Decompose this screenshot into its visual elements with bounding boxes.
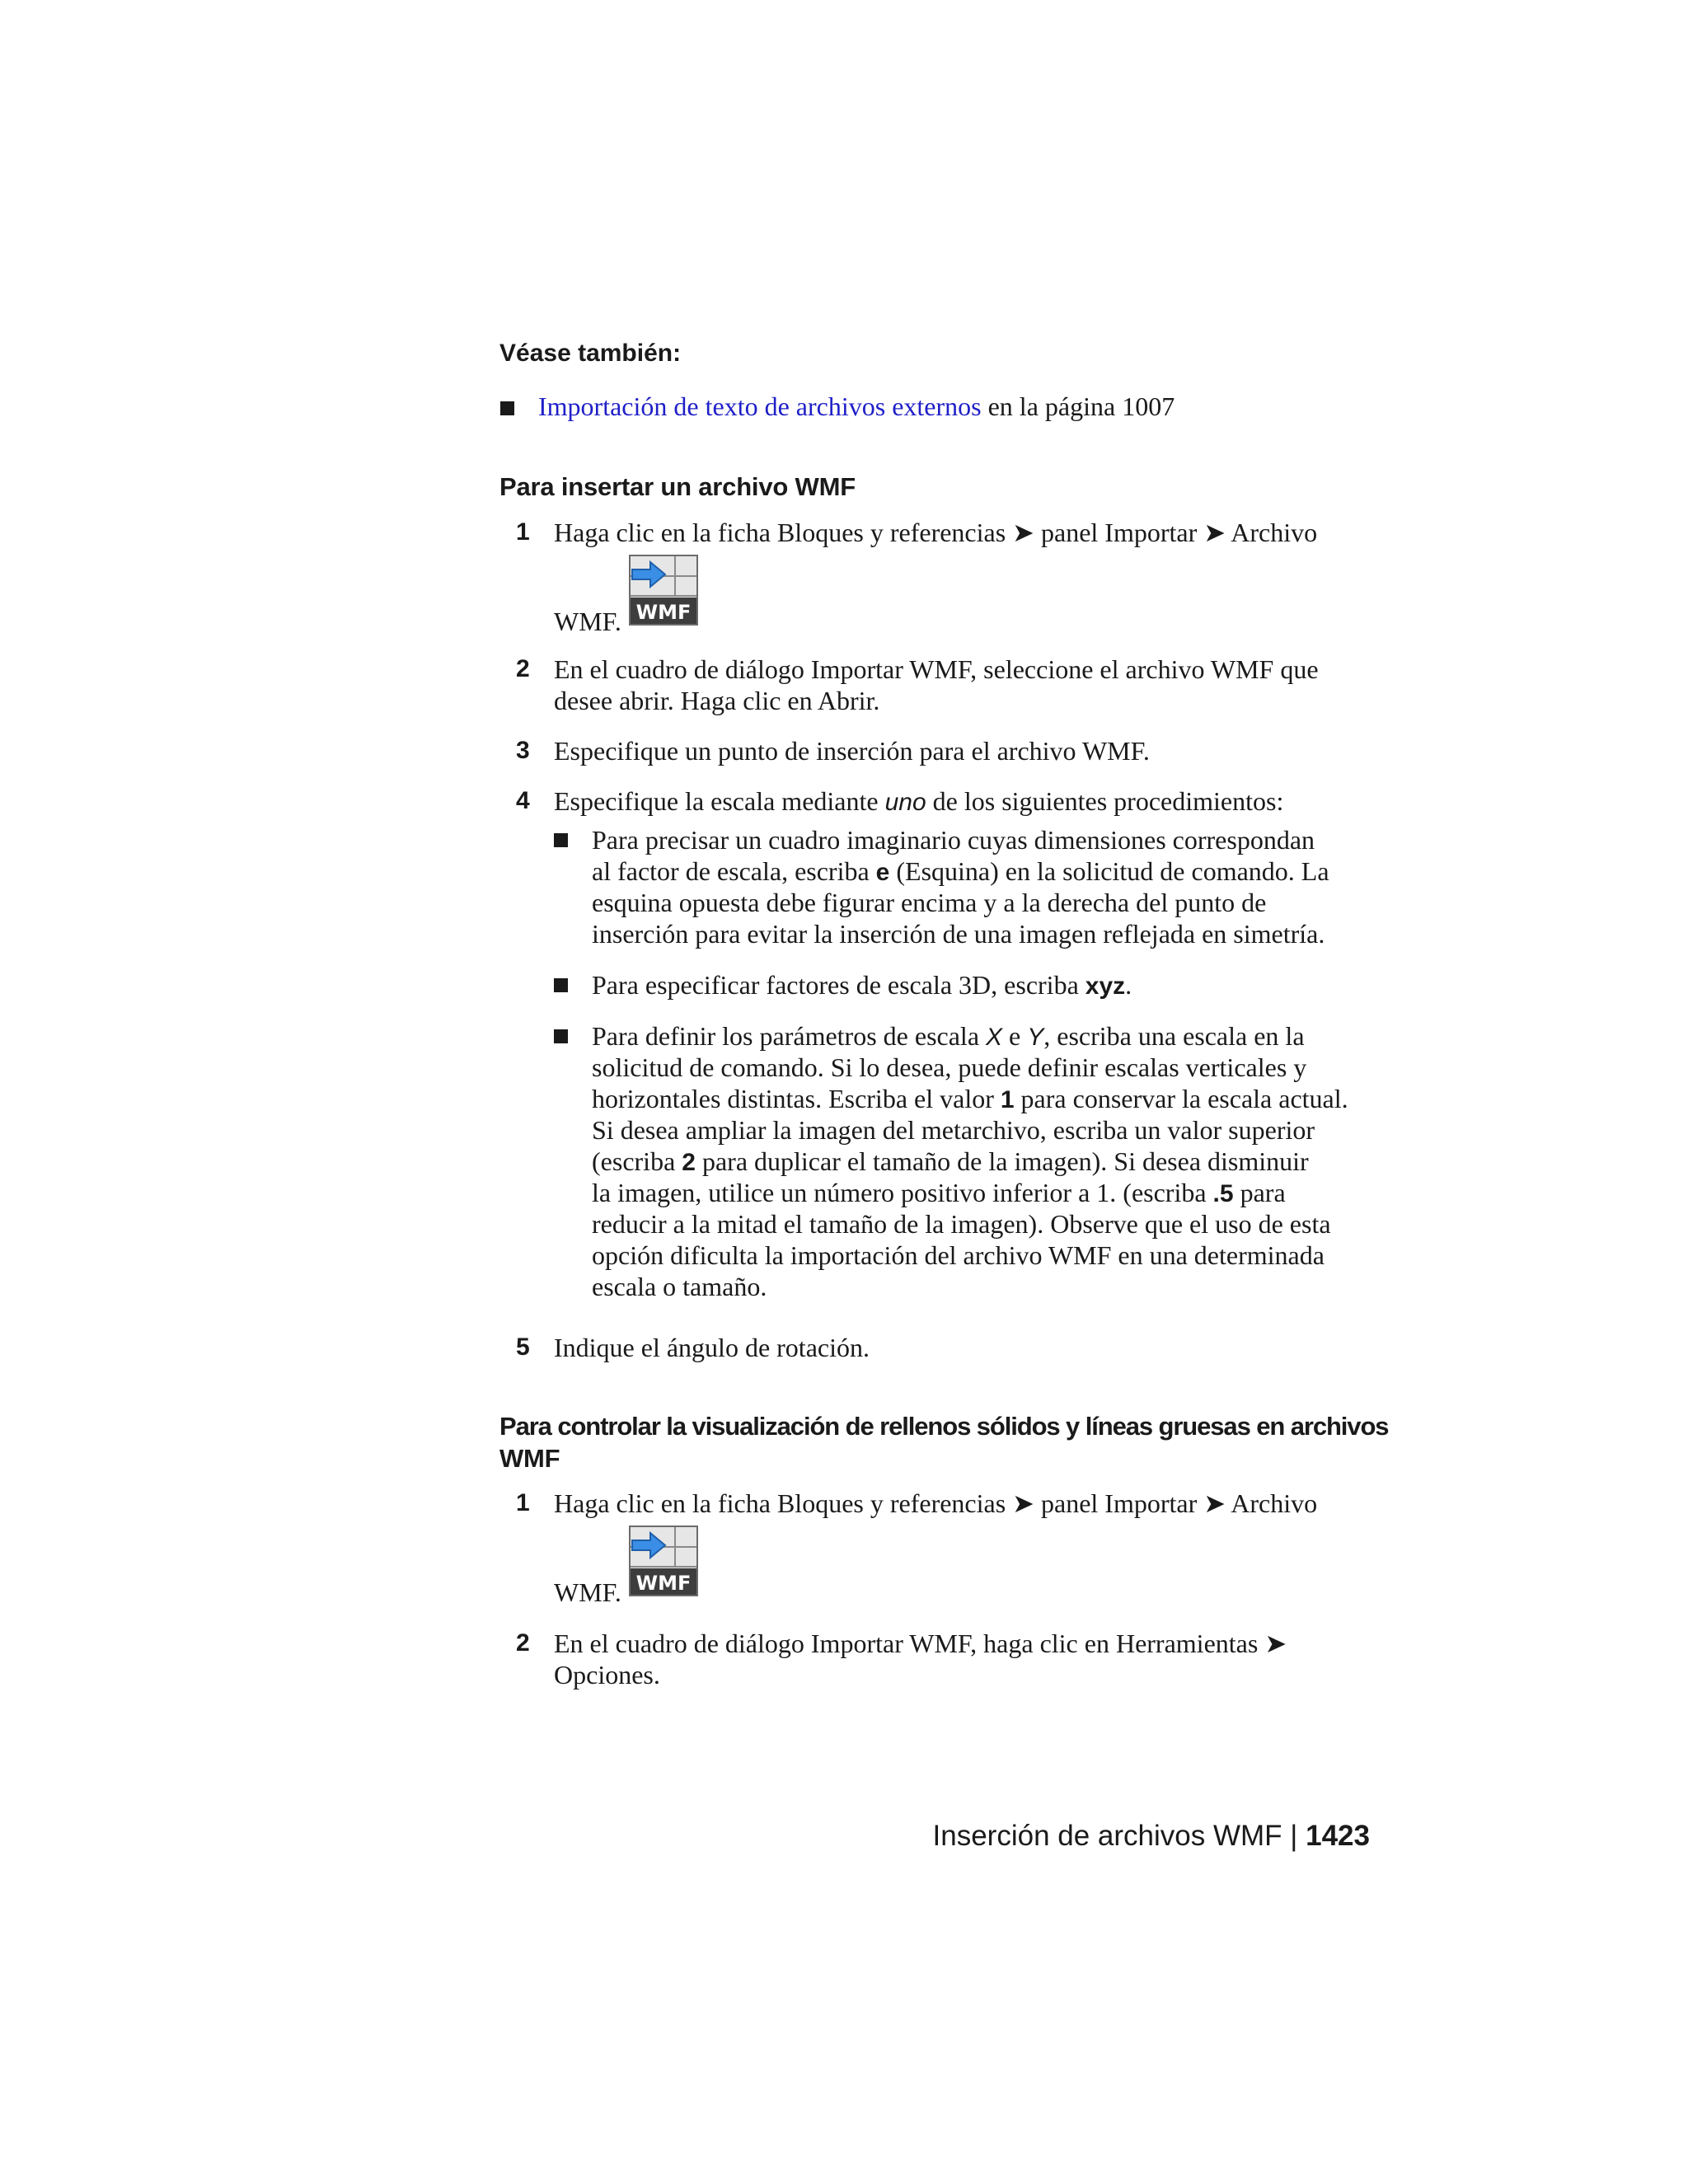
step-text: Opciones. xyxy=(554,1660,660,1690)
bullet-square xyxy=(554,1029,568,1043)
see-also-link-suffix: en la página 1007 xyxy=(987,391,1175,421)
step-number: 2 xyxy=(516,655,530,682)
step-text: Especifique un punto de inserción para el archivo WMF. xyxy=(554,736,1150,766)
bullet-text: horizontales distintas. Escriba el valor 1 para conservar la escala actual. xyxy=(592,1084,1348,1113)
bullet-text: esquina opuesta debe figurar encima y a la derecha del punto de xyxy=(592,888,1267,917)
bullet-text: reducir a la mitad el tamaño de la imagen). Observe que el uso de esta xyxy=(592,1209,1331,1239)
step-text: Haga clic en la ficha Bloques y referencias ➤ panel Importar ➤ Archivo xyxy=(554,1488,1318,1518)
step-number: 5 xyxy=(516,1333,530,1361)
step-text: desee abrir. Haga clic en Abrir. xyxy=(554,686,880,715)
section-heading-fill-display: Para controlar la visualización de rellenos sólidos y líneas gruesas en archivos xyxy=(499,1412,1389,1441)
bullet-text: (escriba 2 para duplicar el tamaño de la imagen). Si desea disminuir xyxy=(592,1146,1309,1176)
bullet-text: al factor de escala, escriba e (Esquina) en la solicitud de comando. La xyxy=(592,856,1329,886)
import-wmf-icon[interactable] xyxy=(629,555,698,626)
see-also-title: Véase también: xyxy=(499,340,682,367)
page-footer xyxy=(933,1820,1370,1853)
footer-title: Inserción de archivos WMF xyxy=(932,1820,1282,1852)
section-heading-fill-display-cont: WMF xyxy=(499,1444,560,1473)
bullet-text: Para definir los parámetros de escala X e Y, escriba una escala en la xyxy=(592,1021,1305,1051)
import-wmf-icon[interactable] xyxy=(629,1526,698,1596)
step-text: Especifique la escala mediante uno de los siguientes procedimientos: xyxy=(554,786,1284,816)
bullet-text: inserción para evitar la inserción de una imagen reflejada en simetría. xyxy=(592,919,1325,949)
bullet-text: solicitud de comando. Si lo desea, puede definir escalas verticales y xyxy=(592,1052,1307,1082)
bullet-text: opción dificulta la importación del archivo WMF en una determinada xyxy=(592,1240,1325,1270)
step-number: 4 xyxy=(516,787,530,814)
bullet-square xyxy=(554,978,568,992)
section-heading-insert-wmf: Para insertar un archivo WMF xyxy=(499,472,856,501)
wmf-icon-label: WMF xyxy=(635,601,692,624)
bullet-text: Si desea ampliar la imagen del metarchivo, escriba un valor superior xyxy=(592,1115,1315,1145)
see-also-item xyxy=(538,391,1175,422)
see-also-link[interactable]: Importación de texto de archivos externos xyxy=(538,391,982,421)
step-number: 1 xyxy=(516,518,530,546)
step-text: En el cuadro de diálogo Importar WMF, seleccione el archivo WMF que xyxy=(554,654,1319,684)
bullet-text: Para precisar un cuadro imaginario cuyas dimensiones correspondan xyxy=(592,825,1315,855)
step-text: En el cuadro de diálogo Importar WMF, haga clic en Herramientas ➤ xyxy=(554,1629,1287,1658)
footer-separator: | xyxy=(1290,1820,1298,1852)
step-number: 1 xyxy=(516,1489,530,1516)
wmf-icon-label: WMF xyxy=(635,1572,692,1595)
step-text: Indique el ángulo de rotación. xyxy=(554,1333,870,1362)
step-number: 3 xyxy=(516,737,530,764)
bullet-square xyxy=(500,401,514,415)
bullet-text: la imagen, utilice un número positivo inferior a 1. (escriba .5 para xyxy=(592,1178,1286,1207)
step-text: WMF. xyxy=(554,607,621,636)
step-text: Haga clic en la ficha Bloques y referencias ➤ panel Importar ➤ Archivo xyxy=(554,518,1318,547)
step-number: 2 xyxy=(516,1629,530,1657)
bullet-text: Para especificar factores de escala 3D, escriba xyz. xyxy=(592,970,1132,1000)
page-number: 1423 xyxy=(1306,1820,1370,1852)
bullet-text: escala o tamaño. xyxy=(592,1272,767,1301)
bullet-square xyxy=(554,833,568,847)
step-text: WMF. xyxy=(554,1577,621,1607)
